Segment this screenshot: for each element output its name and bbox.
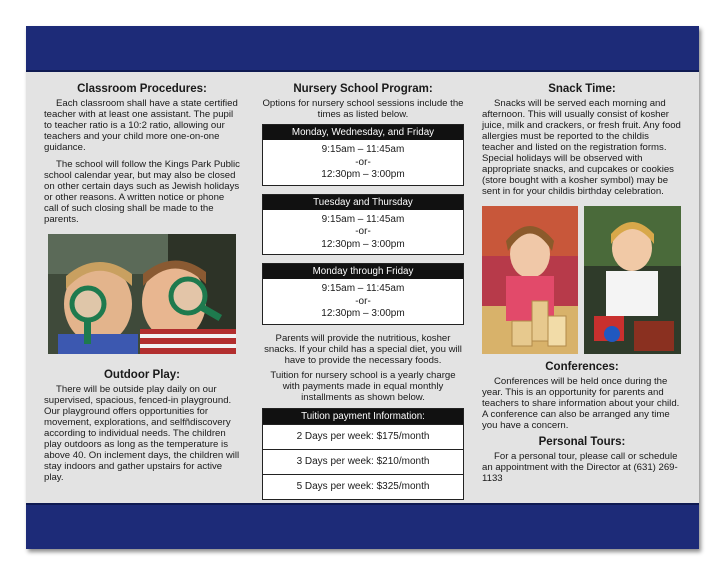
schedule-days: Monday through Friday [263, 264, 463, 279]
classroom-paragraph-1: Each classroom shall have a state certified teacher with at least one assistant. The pupil to teacher ratio is a 10:2 ratio, allowing our teachers and your child more one-on-one guidance. [44, 98, 238, 153]
conferences-paragraph: Conferences will be held once during the year. This is an opportunity for parents and teachers to share information about your child. A conference can also be arranged any time you have a concern. [482, 376, 680, 431]
snack-title: Snack Time: [548, 83, 616, 95]
brochure-sheet [26, 26, 699, 549]
right-column [482, 84, 682, 203]
schedule-days: Tuesday and Thursday [263, 195, 463, 210]
schedule-box-3 [262, 263, 464, 325]
schedule-am: 9:15am – 11:45am [321, 283, 405, 294]
footer-band [26, 503, 699, 549]
classroom-paragraph-2: The school will follow the Kings Park Public school calendar year, but may also be closed on other certain days such as Jewish holidays or other reasons. A written notice or phone call of such closing shall be made to the parents. [44, 159, 240, 225]
schedule-box-2 [262, 194, 464, 256]
schedule-am: 9:15am – 11:45am [321, 213, 405, 225]
tours-paragraph: For a personal tour, please call or schedule an appointment with the Director at (631) 269-1133 [482, 451, 678, 484]
outdoor-paragraph: There will be outside play daily on our supervised, spacious, fenced-in playground. Our playground offers opportunities for movement, explorations, and selfñdiscovery according to individual needs. The children play outdoors as long as the temperature is above 40. On inclement days, the children will stay indoors and gather upstairs for active play. [44, 384, 240, 483]
outdoor-title: Outdoor Play: [103, 369, 181, 381]
nursery-intro: Options for nursery school sessions include the times as listed below. [262, 98, 464, 120]
classroom-title: Classroom Procedures: [77, 83, 207, 95]
schedule-pm: 12:30pm – 3:00pm [321, 308, 405, 319]
tuition-row: 5 Days per week: $325/month [263, 474, 463, 499]
schedule-pm: 12:30pm – 3:00pm [321, 169, 405, 180]
conferences-section [482, 362, 682, 490]
snack-paragraph: Snacks will be served each morning and afternoon. This will usually consist of kosher juice, milk and crackers, or fresh fruit. Any food allergies must be reported to the childis teacher and listed on the registration forms. Special holidays will be observed with appropriate snacks, and cupcakes or cookies (store bought with a kosher symbol) may be sent in for your childis birthday celebration. [482, 98, 681, 197]
schedule-or: -or- [355, 226, 371, 237]
tours-title: Personal Tours: [538, 436, 626, 448]
middle-column [262, 84, 464, 515]
outdoor-section [44, 370, 240, 489]
tuition-row: 2 Days per week: $175/month [263, 424, 463, 449]
photo-boy-blocks [584, 206, 681, 354]
tuition-header: Tuition payment Information: [263, 409, 463, 424]
header-band [26, 26, 699, 72]
tuition-row: 3 Days per week: $210/month [263, 449, 463, 474]
schedule-days: Monday, Wednesday, and Friday [263, 125, 463, 140]
schedule-am: 9:15am – 11:45am [321, 144, 405, 155]
nursery-title: Nursery School Program: [293, 83, 433, 95]
tuition-table [262, 408, 464, 500]
left-column [44, 84, 240, 231]
tuition-note: Tuition for nursery school is a yearly charge with payments made in equal monthly installments as shown below. [270, 369, 456, 403]
schedule-box-1 [262, 124, 464, 186]
photo-girl-blocks [482, 206, 578, 354]
conferences-title: Conferences: [545, 361, 619, 373]
schedule-or: -or- [355, 295, 371, 307]
schedule-or: -or- [355, 156, 371, 168]
schedule-pm: 12:30pm – 3:00pm [321, 238, 405, 250]
photo-boys-magnifiers [48, 234, 236, 354]
snacks-note: Parents will provide the nutritious, kosher snacks. If your child has a special diet, you will have to provide the necessary foods. [264, 332, 462, 366]
